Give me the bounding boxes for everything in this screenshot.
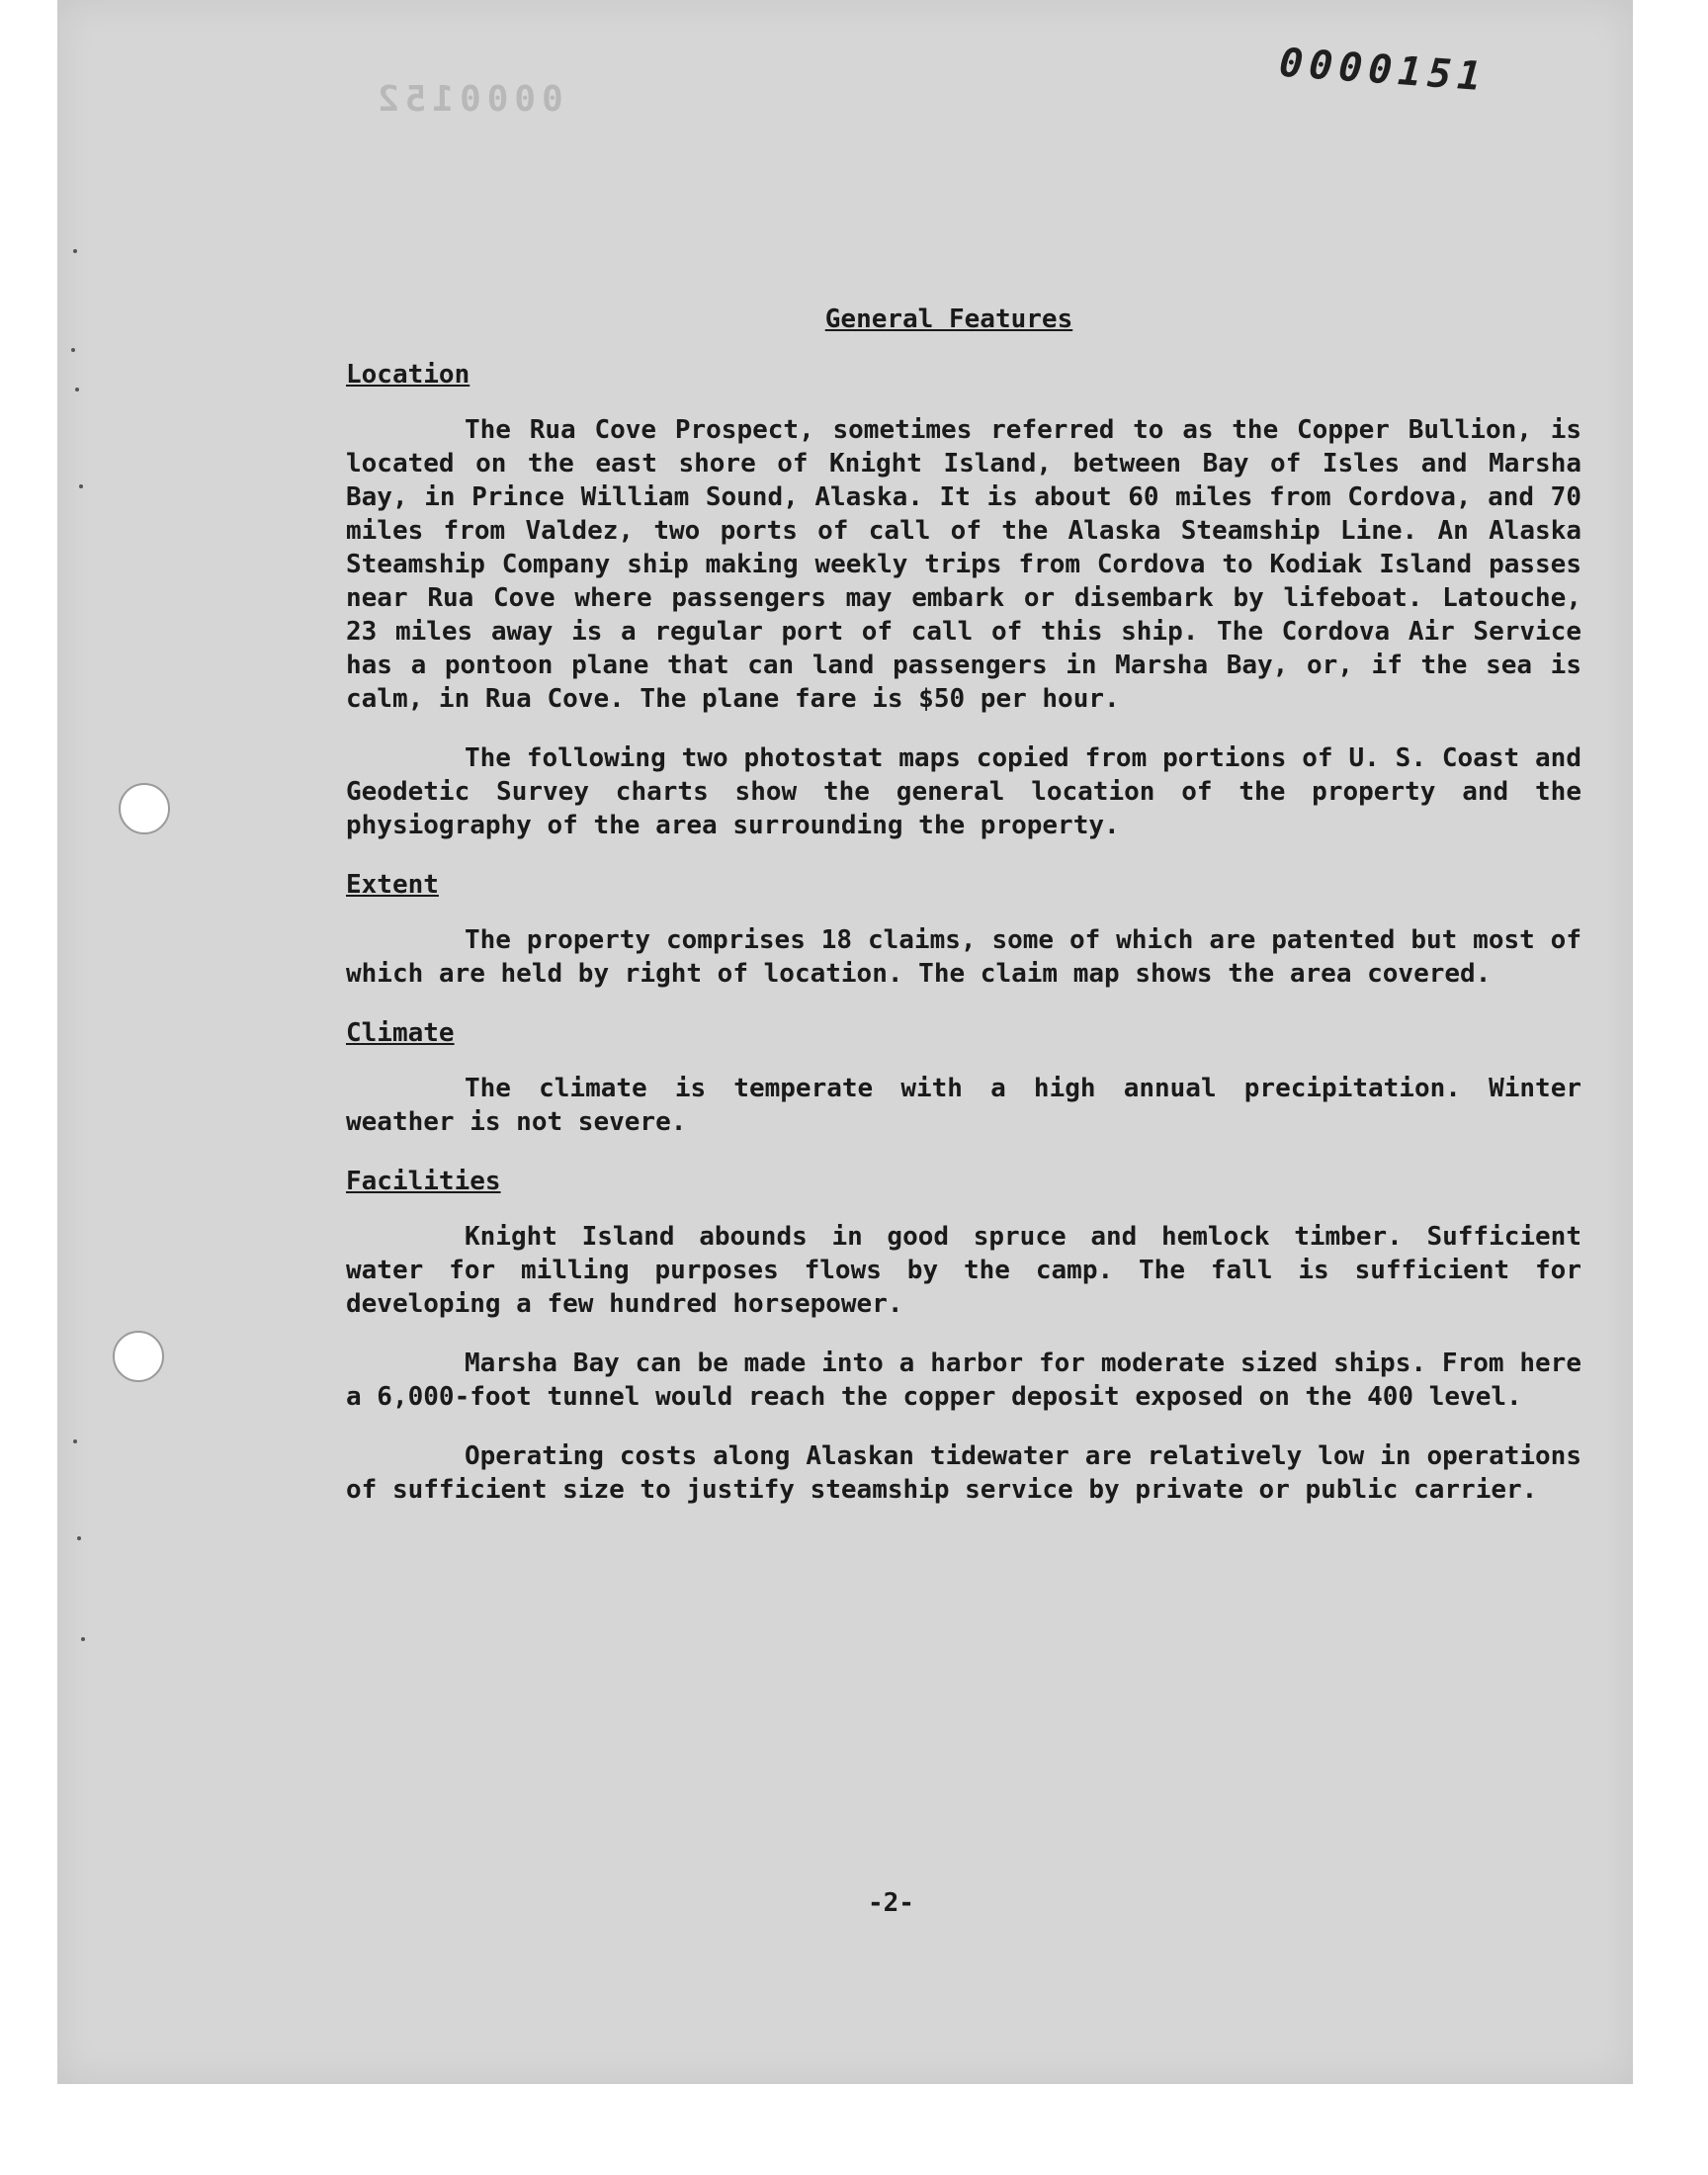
speck [79, 484, 83, 488]
speck [77, 1536, 81, 1540]
section-climate [346, 1016, 1581, 1139]
paragraph: The climate is temperate with a high annual precipitation. Winter weather is not severe. [346, 1074, 1581, 1137]
section-heading: Extent [346, 870, 439, 900]
paragraph: Marsha Bay can be made into a harbor for moderate sized ships. From here a 6,000-foot tunnel would reach the copper deposit exposed on the 400 level. [346, 1348, 1581, 1412]
document-page [57, 0, 1633, 2084]
section-heading: Climate [346, 1018, 455, 1048]
speck [75, 388, 79, 392]
section-location [346, 358, 1581, 842]
speck [73, 1439, 77, 1443]
punch-hole-bottom [113, 1331, 164, 1382]
section-heading: Location [346, 360, 470, 390]
document-body [346, 303, 1581, 1532]
document-title: General Features [824, 304, 1073, 334]
paragraph: The following two photostat maps copied from portions of U. S. Coast and Geodetic Survey charts show the general location of the property and the physiography of the area surrounding the property. [346, 743, 1581, 840]
speck [71, 348, 75, 352]
page-number: -2- [868, 1888, 914, 1918]
section-facilities [346, 1165, 1581, 1507]
stamp-number: 0000151 [1277, 40, 1489, 101]
speck [73, 249, 77, 253]
paragraph: The property comprises 18 claims, some of which are patented but most of which are held by right of location. The claim map shows the area covered. [346, 925, 1581, 989]
punch-hole-top [119, 783, 170, 834]
paragraph: Knight Island abounds in good spruce and hemlock timber. Sufficient water for milling purposes flows by the camp. The fall is sufficient for developing a few hundred horsepower. [346, 1222, 1581, 1319]
section-extent [346, 868, 1581, 991]
paragraph: Operating costs along Alaskan tidewater are relatively low in operations of sufficient size to justify steamship service by private or public carrier. [346, 1441, 1581, 1505]
ghost-stamp-number: 0000152 [372, 79, 563, 120]
section-heading: Facilities [346, 1167, 501, 1196]
speck [81, 1637, 85, 1641]
paragraph: The Rua Cove Prospect, sometimes referred to as the Copper Bullion, is located on the east shore of Knight Island, between Bay of Isles and Marsha Bay, in Prince William Sound, Alaska. It is about 60 miles from Cordova, and 70 miles from Valdez, two ports of call of the Alaska Steamship Line. An Alaska Steamship Company ship making weekly trips from Cordova to Kodiak Island passes near Rua Cove where passengers may embark or disembark by lifeboat. Latouche, 23 miles away is a regular port of call of this ship. The Cordova Air Service has a pontoon plane that can land passengers in Marsha Bay, or, if the sea is calm, in Rua Cove. The plane fare is $50 per hour. [346, 415, 1581, 714]
